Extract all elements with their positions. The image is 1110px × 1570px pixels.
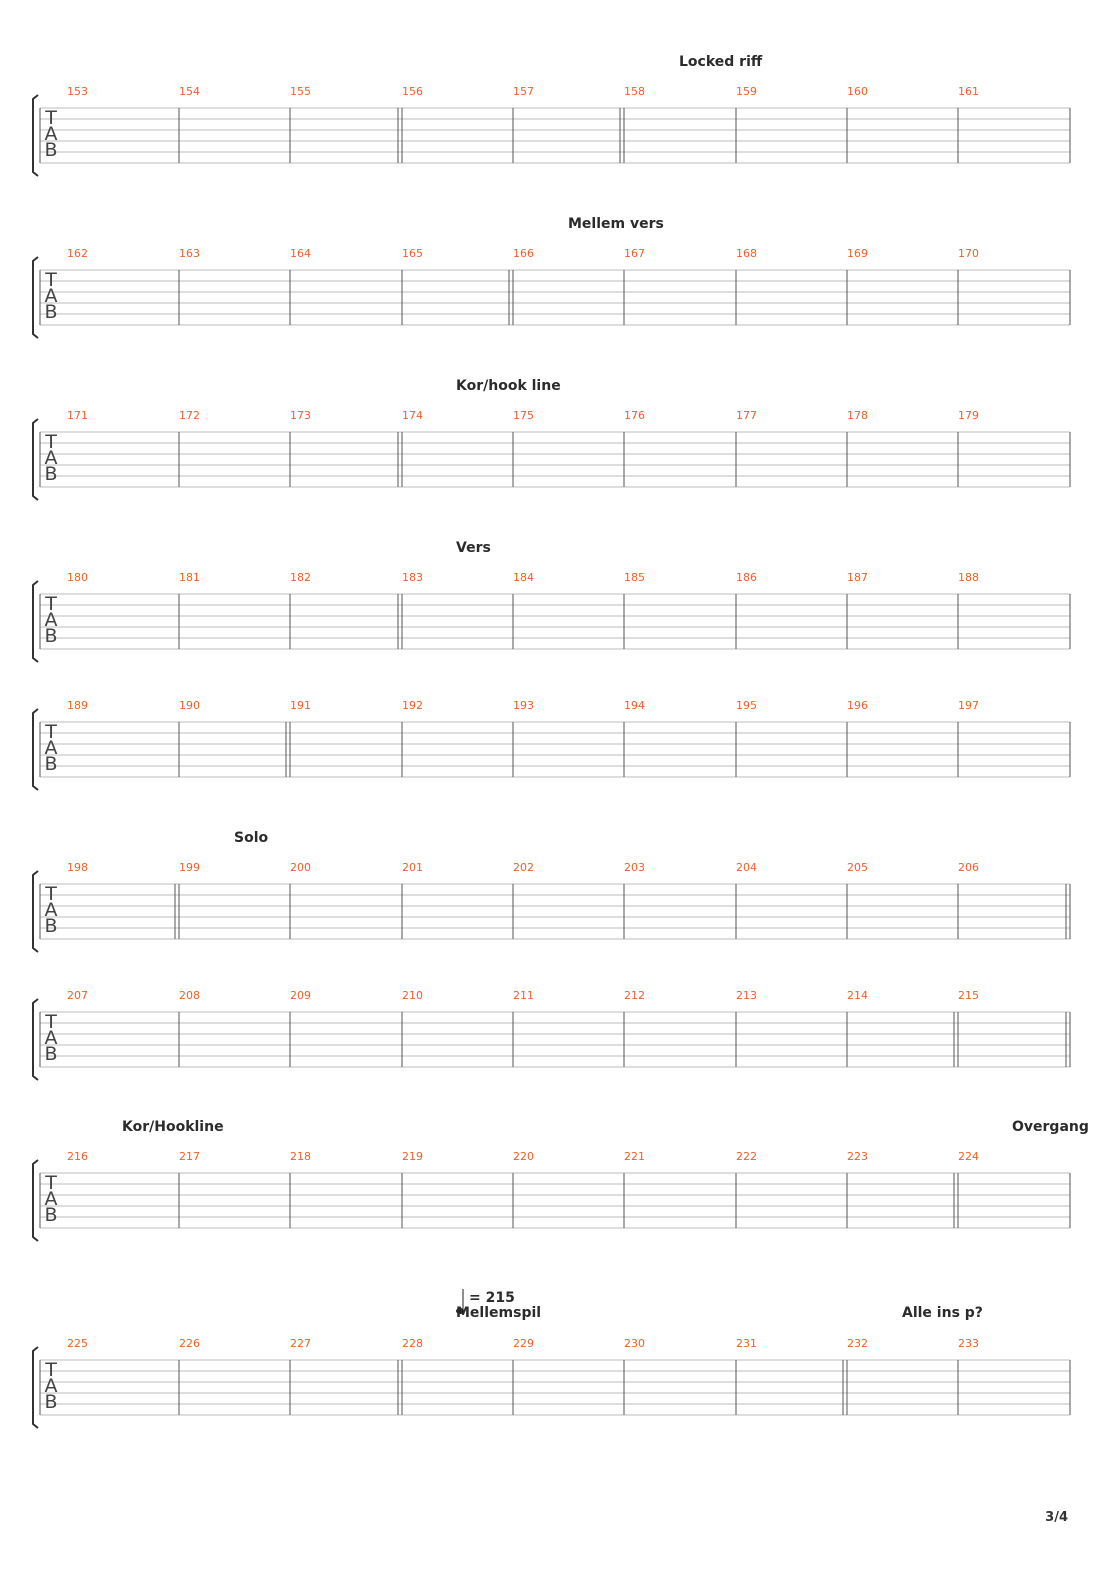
bar-number: 169 [847,247,868,260]
bar-number: 182 [290,571,311,584]
bar-number: 190 [179,699,200,712]
bar-number: 154 [179,85,200,98]
section-label: Alle ins p? [902,1305,983,1321]
tab-clef: T A B [44,883,58,937]
section-label: Overgang [1012,1119,1089,1135]
bar-number: 214 [847,989,868,1002]
bar-number: 175 [513,409,534,422]
section-label: Mellem vers [568,216,664,232]
bar-number: 225 [67,1337,88,1350]
bar-number: 179 [958,409,979,422]
bar-number: 201 [402,861,423,874]
bar-number: 222 [736,1150,757,1163]
tab-clef: T A B [44,721,58,775]
bar-number: 162 [67,247,88,260]
bar-number: 155 [290,85,311,98]
bar-number: 156 [402,85,423,98]
section-label: Mellemspil [456,1305,542,1321]
bar-number: 184 [513,571,534,584]
bar-number: 165 [402,247,423,260]
bar-number: 217 [179,1150,200,1163]
bar-number: 157 [513,85,534,98]
bar-number: 205 [847,861,868,874]
bar-number: 232 [847,1337,868,1350]
bar-number: 161 [958,85,979,98]
bar-number: 192 [402,699,423,712]
tab-clef: T A B [44,1172,58,1226]
bar-number: 210 [402,989,423,1002]
bar-number: 228 [402,1337,423,1350]
bar-number: 229 [513,1337,534,1350]
bar-number: 193 [513,699,534,712]
bar-number: 202 [513,861,534,874]
bar-number: 158 [624,85,645,98]
bar-number: 159 [736,85,757,98]
bar-number: 166 [513,247,534,260]
bar-number: 160 [847,85,868,98]
bar-number: 195 [736,699,757,712]
bar-number: 220 [513,1150,534,1163]
section-label: Solo [234,830,269,846]
page-number: 3/4 [1045,1510,1068,1525]
bar-number: 185 [624,571,645,584]
bar-number: 198 [67,861,88,874]
section-label: Kor/hook line [456,378,561,394]
bar-number: 176 [624,409,645,422]
section-label: Locked riff [679,54,763,70]
bar-number: 200 [290,861,311,874]
bar-number: 226 [179,1337,200,1350]
bar-number: 174 [402,409,423,422]
bar-number: 189 [67,699,88,712]
bar-number: 231 [736,1337,757,1350]
bar-number: 227 [290,1337,311,1350]
bar-number: 219 [402,1150,423,1163]
bar-number: 224 [958,1150,979,1163]
bar-number: 233 [958,1337,979,1350]
bar-number: 204 [736,861,757,874]
bar-number: 177 [736,409,757,422]
bar-number: 153 [67,85,88,98]
bar-number: 213 [736,989,757,1002]
bar-number: 170 [958,247,979,260]
bar-number: 173 [290,409,311,422]
bar-number: 197 [958,699,979,712]
bar-number: 167 [624,247,645,260]
bar-number: 221 [624,1150,645,1163]
bar-number: 178 [847,409,868,422]
section-label: Kor/Hookline [122,1119,224,1135]
bar-number: 183 [402,571,423,584]
bar-number: 209 [290,989,311,1002]
section-label: Vers [456,540,491,556]
bar-number: 218 [290,1150,311,1163]
bar-number: 180 [67,571,88,584]
bar-number: 163 [179,247,200,260]
bar-number: 199 [179,861,200,874]
bar-number: 188 [958,571,979,584]
bar-number: 191 [290,699,311,712]
bar-number: 215 [958,989,979,1002]
bar-number: 216 [67,1150,88,1163]
tab-clef: T A B [44,1011,58,1065]
tab-clef: T A B [44,269,58,323]
bar-number: 206 [958,861,979,874]
bar-number: 171 [67,409,88,422]
tempo-marking: = 215 [469,1290,515,1306]
bar-number: 203 [624,861,645,874]
bar-number: 207 [67,989,88,1002]
bar-number: 164 [290,247,311,260]
bar-number: 187 [847,571,868,584]
bar-number: 223 [847,1150,868,1163]
tab-clef: T A B [44,593,58,647]
bar-number: 194 [624,699,645,712]
bar-number: 172 [179,409,200,422]
bar-number: 230 [624,1337,645,1350]
tab-clef: T A B [44,1359,58,1413]
bar-number: 211 [513,989,534,1002]
bar-number: 181 [179,571,200,584]
tab-clef: T A B [44,107,58,161]
bar-number: 212 [624,989,645,1002]
bar-number: 196 [847,699,868,712]
bar-number: 186 [736,571,757,584]
bar-number: 208 [179,989,200,1002]
tab-clef: T A B [44,431,58,485]
bar-number: 168 [736,247,757,260]
